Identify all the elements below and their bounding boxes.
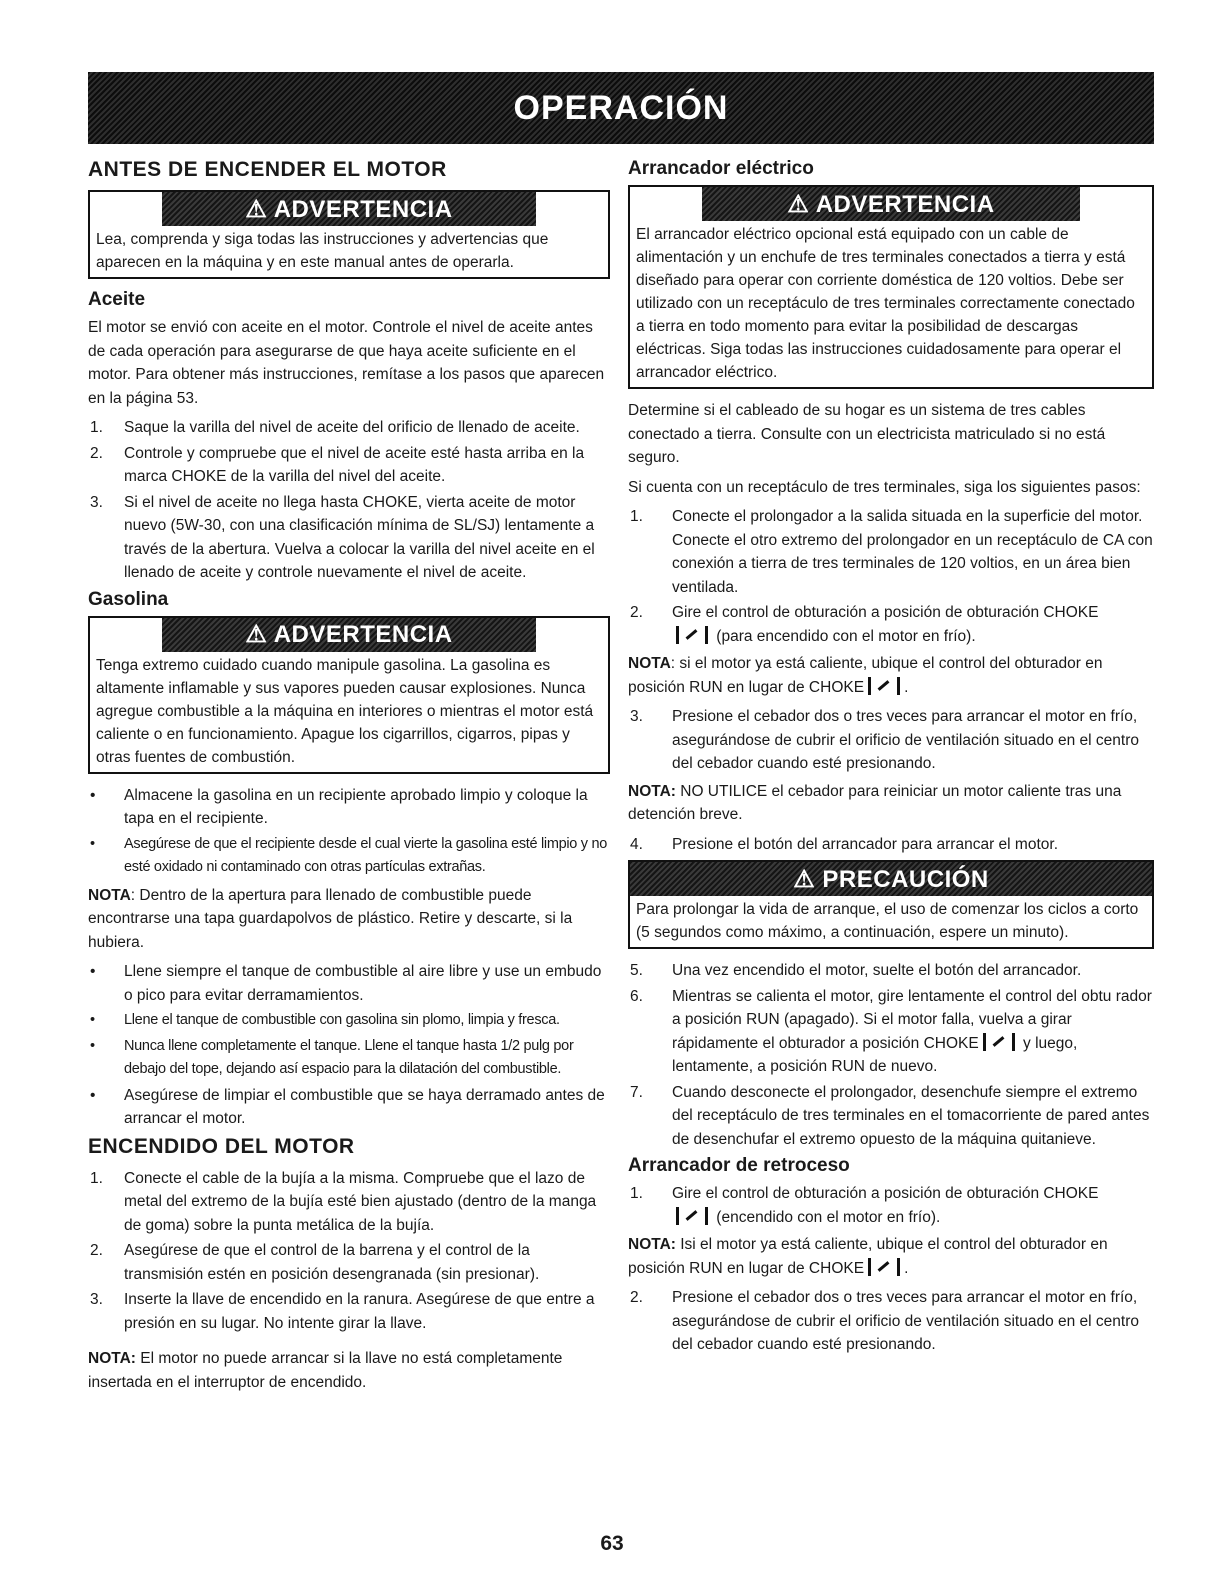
banner-title: OPERACIÓN [513,88,729,127]
caution-label: ⚠ PRECAUCIÓN [630,862,1152,896]
retroceso-steps-a [628,1182,1154,1229]
list-item: • Asegúrese de limpiar el combustible que se haya derramado antes de arrancar el motor. [90,1086,605,1127]
retroceso-nota: NOTA: Isi el motor ya está caliente, ubique el control del obturador en posición RUN en lugar de CHOKE . [628,1236,1108,1277]
list-item: • Llene siempre el tanque de combustible al aire libre y use un embudo o pico para evitar derramamientos. [90,963,602,1004]
electrico-steps-b [628,705,1154,776]
list-item: 1. Gire el control de obturación a posición de obturación CHOKE (encendido con el motor en frío). [630,1185,1099,1226]
list-item: 2. Controle y compruebe que el nivel de aceite esté hasta arriba en la marca CHOKE de la varilla del nivel del aceite. [90,444,585,485]
list-item: • Almacene la gasolina en un recipiente aprobado limpio y coloque la tapa en el recipiente. [90,786,588,827]
electrico-steps-c [628,833,1154,857]
choke-icon [983,1033,1015,1051]
paragraph-cableado: Determine si el cableado de su hogar es un sistema de tres cables conectado a tierra. Consulte con un electricista matriculado si no está seguro. [628,402,1106,466]
heading-arrancador-retroceso: Arrancador de retroceso [628,1155,850,1176]
warning-text: El arrancador eléctrico opcional está equipado con un cable de alimentación y un enchufe de tres terminales conectados a tierra y está diseñado para operar con corriente doméstica de 120 voltios. Debe ser utilizado con un receptáculo de tres terminales correctamente conectado a tierra en todo momento para evitar la posibilidad de descargas eléctricas. Siga todas las instrucciones cuidadosamente para operar el arrancador eléctrico. [636,226,1135,381]
list-item: 3. Inserte la llave de encendido en la ranura. Asegúrese de que entre a presión en su lugar. No intente girar la llave. [90,1291,595,1332]
list-item: 2. Presione el cebador dos o tres veces para arrancar el motor en frío, asegurándose de cubrir el orificio de ventilación situado en el centro del cebador cuando esté presionando. [630,1289,1140,1353]
warning-text: Lea, comprenda y siga todas las instrucciones y advertencias que aparecen en la máquina y en este manual antes de operarla. [96,231,549,271]
heading-encendido-del-motor: ENCENDIDO DEL MOTOR [88,1134,355,1158]
heading-arrancador-electrico: Arrancador eléctrico [628,158,814,179]
caution-box [628,860,1154,949]
heading-aceite: Aceite [88,289,146,310]
warning-box-electrico [628,185,1154,389]
heading-gasolina: Gasolina [88,588,169,610]
nota-no-utilice: NOTA: NO UTILICE el cebador para reiniciar un motor caliente tras una detención breve. [628,782,1122,823]
paragraph-receptaculo: Si cuenta con un receptáculo de tres terminales, siga los siguientes pasos: [628,478,1141,496]
list-item: • Nunca llene completamente el tanque. Llene el tanque hasta 1/2 pulg por debajo del tope, dejando así espacio para la dilatación del combustible. [90,1037,574,1077]
list-item: 1. Saque la varilla del nivel de aceite del orificio de llenado de aceite. [90,419,580,436]
encendido-nota: NOTA: El motor no puede arrancar si la llave no está completamente insertada en el interruptor de encendido. [88,1350,563,1391]
aceite-intro: El motor se envió con aceite en el motor. Controle el nivel de aceite antes de cada operación para asegurarse de que haya aceite suficiente en el motor. Para obtener más instrucciones, remítase a los pasos que aparecen en la página 53. [88,319,605,407]
retroceso-steps-b [628,1286,1154,1357]
list-item: • Asegúrese de que el recipiente desde el cual vierte la gasolina esté limpio y no esté oxidado ni contaminado con otras partículas extrañas. [90,835,608,875]
electrico-steps-a [628,505,1154,648]
list-item: 2. Gire el control de obturación a posición de obturación CHOKE (para encendido con el motor en frío). [630,604,1099,645]
section-banner [88,72,1154,144]
left-column [88,158,610,1400]
choke-icon [676,626,708,644]
electrico-steps-d [628,959,1154,1151]
warning-box-general [88,190,610,279]
warning-label: ⚠ ADVERTENCIA [702,187,1080,221]
gasolina-bullets-2 [88,960,610,1131]
encendido-steps [88,1167,610,1336]
list-item: 1. Conecte el cable de la bujía a la misma. Compruebe que el lazo de metal del extremo de la bujía esté bien ajustado (dentro de la manga de goma) sobre la punta metálica de la bujía. [90,1169,597,1234]
warning-label: ⚠ ADVERTENCIA [162,618,536,652]
warning-label: ⚠ ADVERTENCIA [162,192,536,226]
gasolina-nota: NOTA: Dentro de la apertura para llenado de combustible puede encontrarse una tapa guardapolvos de plástico. Retire y descarte, si la hubiera. [88,886,573,951]
list-item: 4. Presione el botón del arrancador para arrancar el motor. [630,835,1058,853]
choke-icon [868,677,900,695]
list-item: 5. Una vez encendido el motor, suelte el botón del arrancador. [630,962,1082,979]
list-item: 7. Cuando desconecte el prolongador, desenchufe siempre el extremo del receptáculo de tres terminales en el tomacorriente de pared antes de desenchufar el extremo opuesto de la máquina quitanieve. [630,1083,1150,1148]
list-item: 3. Si el nivel de aceite no llega hasta CHOKE, vierta aceite de motor nuevo (5W-30, con una clasificación mínima de SL/SJ) lentamente a través de la abertura. Vuelva a colocar la varilla del nivel aceite en el llenado de aceite y controle nuevamente el nivel de aceite. [90,493,595,581]
caution-text: Para prolongar la vida de arranque, el uso de comenzar los ciclos a corto (5 segundos como máximo, a continuación, espere un minuto). [636,901,1139,941]
list-item: • Llene el tanque de combustible con gasolina sin plomo, limpia y fresca. [90,1012,560,1028]
list-item: 1. Conecte el prolongador a la salida situada en la superficie del motor. Conecte el otro extremo del prolongador en un receptáculo de CA con conexión a tierra de tres terminales de 120 voltios, en un área bien ventilada. [630,508,1153,596]
list-item: 6. Mientras se calienta el motor, gire lentamente el control del obtu rador a posición RUN (apagado). Si el motor falla, vuelva a girar rápidamente el obturador a posición CHOKE y luego, lentamente, a posición RUN de nuevo. [630,987,1152,1075]
list-item: 2. Asegúrese de que el control de la barrena y el control de la transmisión estén en posición desengranada (sin presionar). [90,1242,540,1283]
heading-antes-de-encender: ANTES DE ENCENDER EL MOTOR [88,158,447,181]
gasolina-bullets-1 [88,784,610,880]
choke-icon [868,1258,900,1276]
choke-icon [676,1207,708,1225]
nota-caliente: NOTA: si el motor ya está caliente, ubique el control del obturador en posición RUN en lugar de CHOKE . [628,655,1103,696]
page-number: 63 [600,1532,624,1555]
right-column [628,158,1154,1361]
warning-text: Tenga extremo cuidado cuando manipule gasolina. La gasolina es altamente inflamable y sus vapores pueden causar explosiones. Nunca agregue combustible a la máquina en interiores o mientras el motor está caliente o en funcionamiento. Apague los cigarrillos, cigarros, pipas y otras fuentes de combustión. [96,656,594,766]
list-item: 3. Presione el cebador dos o tres veces para arrancar el motor en frío, asegurándose de cubrir el orificio de ventilación situado en el centro del cebador cuando esté presionando. [630,708,1140,772]
aceite-steps [88,416,610,585]
warning-box-gasolina [88,616,610,774]
